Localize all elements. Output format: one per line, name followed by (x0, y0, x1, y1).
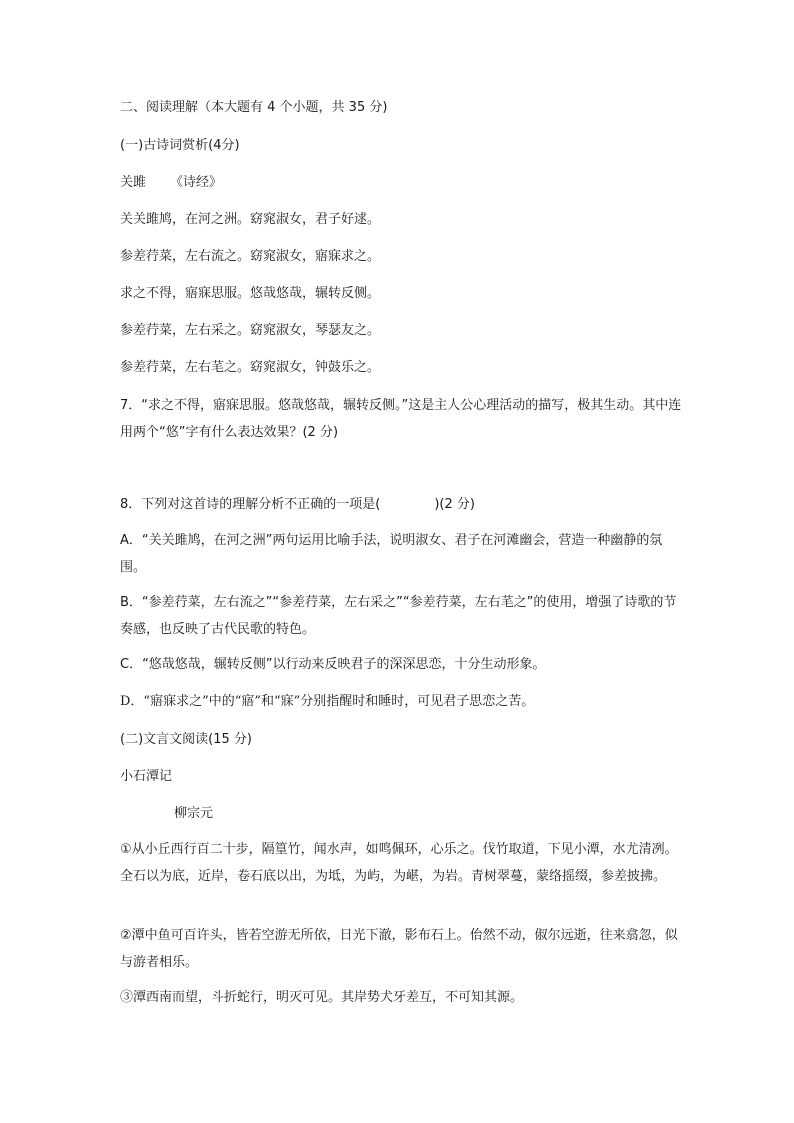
option-d: D．“寤寐求之”中的“寤”和“寐”分别指醒时和睡时，可见君子思恋之苦。 (120, 694, 535, 709)
option-c: C．“悠哉悠哉，辗转反侧”以行动来反映君子的深深思恋，十分生动形象。 (120, 657, 546, 672)
part2-heading: (二)文言文阅读(15 分) (120, 732, 252, 747)
poem-line: 求之不得，寤寐思服。悠哉悠哉，辗转反侧。 (120, 286, 381, 301)
poem-line: 参差荇菜，左右采之。窈窕淑女，琴瑟友之。 (120, 323, 381, 338)
essay-paragraph-3: ③潭西南而望，斗折蛇行，明灭可见。其岸势犬牙差互，不可知其源。 (120, 990, 524, 1005)
question-8-stem: 8．下列对这首诗的理解分析不正确的一项是( )(2 分) (120, 497, 475, 512)
poem-line: 参差荇菜，左右流之。窈窕淑女，寤寐求之。 (120, 249, 381, 264)
option-b: B．“参差荇菜，左右流之”“参差荇菜，左右采之”“参差荇菜，左右芼之”的使用，增强了诗歌的节奏感，也反映了古代民歌的特色。 (120, 595, 677, 637)
poem-title: 关雎 (120, 175, 147, 190)
question-7: 7．“求之不得，寤寐思服。悠哉悠哉，辗转反侧。”这是主人公心理活动的描写，极其生动。其中连用两个“悠”字有什么表达效果？(2 分) (120, 398, 682, 440)
essay-title: 小石潭记 (120, 769, 173, 784)
essay-author: 柳宗元 (174, 806, 214, 821)
poem-line: 关关雎鸠，在河之洲。窈窕淑女，君子好逑。 (120, 212, 381, 227)
poem-line: 参差荇菜，左右芼之。窈窕淑女，钟鼓乐之。 (120, 360, 381, 375)
essay-paragraph-1: ①从小丘西行百二十步，隔篁竹，闻水声，如鸣佩环，心乐之。伐竹取道，下见小潭，水尤清冽。全石以为底，近岸，卷石底以出，为坻，为屿，为嵁，为岩。青树翠蔓，蒙络摇缀，参差披拂。 (120, 842, 678, 884)
section-heading: 二、阅读理解（本大题有 4 个小题，共 35 分) (120, 100, 388, 115)
essay-paragraph-2: ②潭中鱼可百许头，皆若空游无所依，日光下澈，影布石上。佁然不动，俶尔远逝，往来翕忽，似与游者相乐。 (120, 928, 678, 970)
poem-source: 《诗经》 (170, 175, 223, 190)
poem-heading (120, 173, 222, 193)
part1-heading: (一)古诗词赏析(4分) (120, 138, 240, 153)
option-a: A．“关关雎鸠，在河之洲”两句运用比喻手法，说明淑女、君子在河滩幽会，营造一种幽静的氛围。 (120, 533, 663, 575)
